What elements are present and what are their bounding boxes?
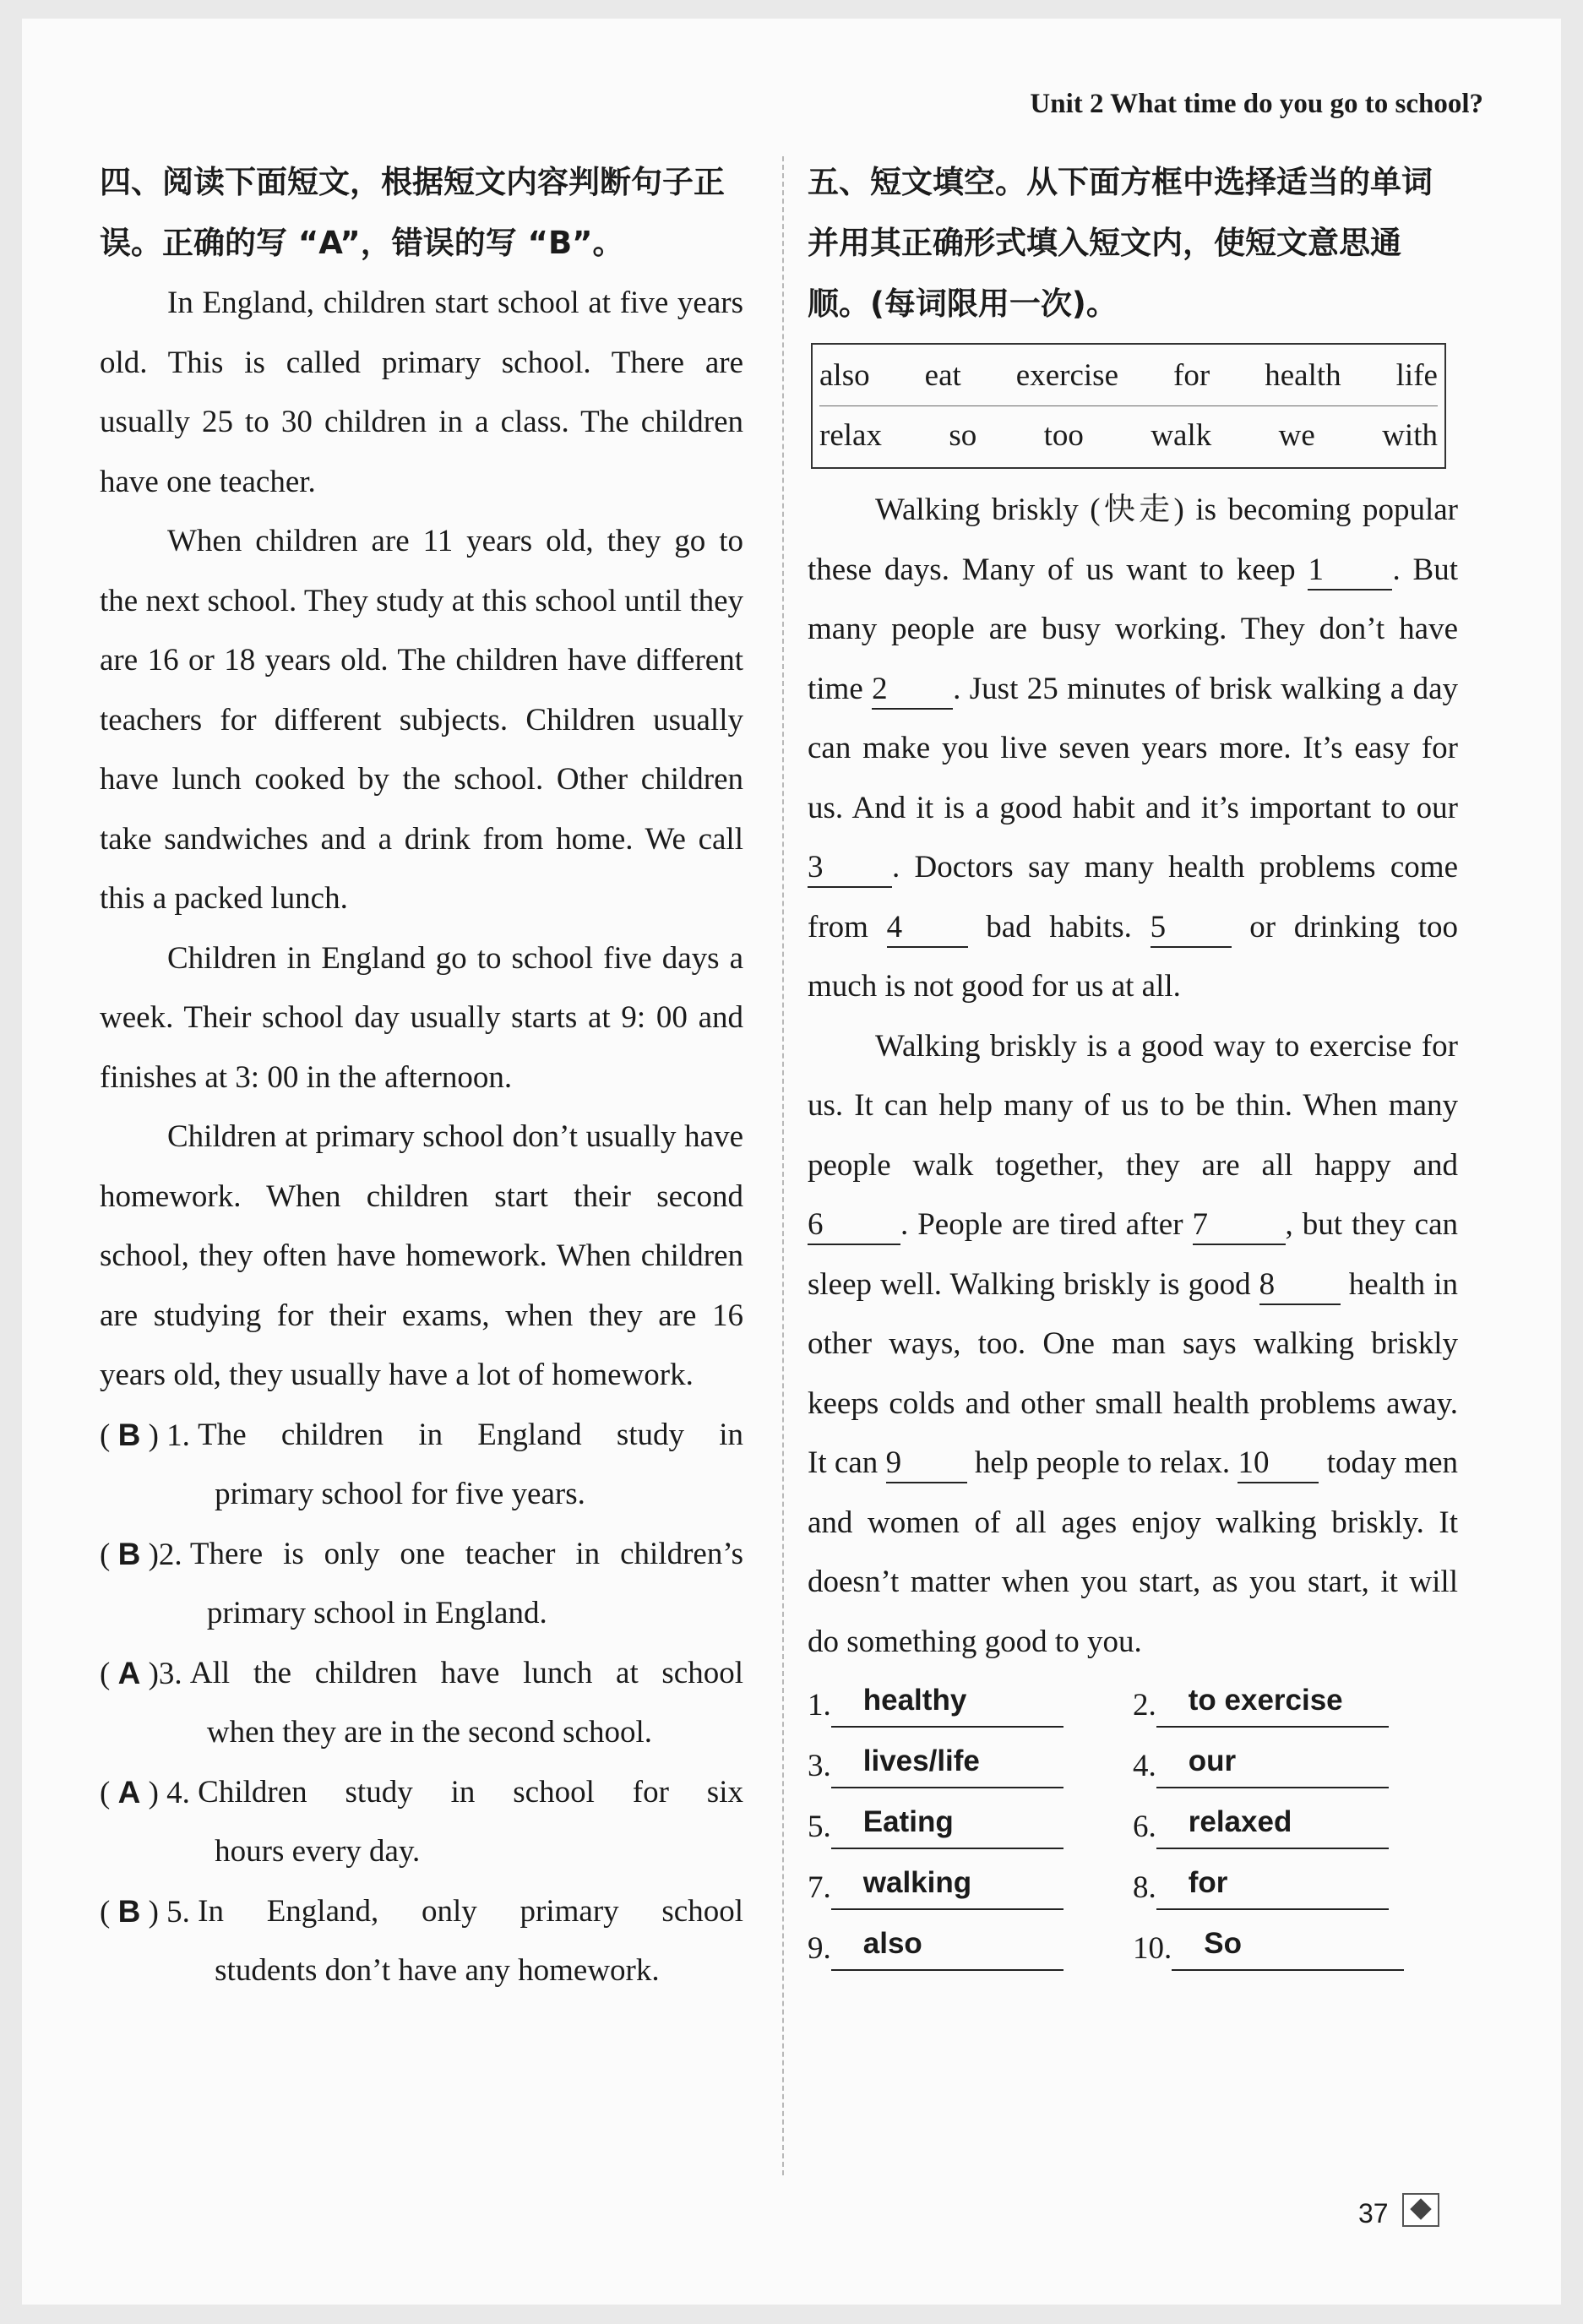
answer-value: relaxed xyxy=(1156,1797,1389,1849)
answer-value: walking xyxy=(831,1858,1063,1910)
blank-4: 4 xyxy=(887,912,968,948)
blank-10: 10 xyxy=(1238,1447,1319,1483)
question-text: The children in England study in xyxy=(198,1417,743,1452)
answer-value: healthy xyxy=(831,1675,1063,1728)
answer-row xyxy=(808,1736,1458,1797)
cloze-paragraph: Walking briskly (快走) is becoming popular these days. Many of us want to keep 1 . But many people are busy working. They don’t have time 2 . Just 25 minutes of brisk walking a day can make you live seven years more. It’s easy for us. And it is a good habit and it’s important to our 3 . Doctors say many health problems come from 4 bad habits. 5 or drinking too much is not good for us at all. xyxy=(808,493,1458,1004)
blank-7: 7 xyxy=(1193,1209,1286,1245)
question-text: All the children have lunch at school xyxy=(189,1655,743,1690)
word-option: exercise xyxy=(1015,358,1118,393)
question-text: In England, only primary school xyxy=(198,1893,743,1929)
question-answer: A xyxy=(117,1774,141,1810)
diamond-icon xyxy=(1402,2193,1439,2227)
question-answer: B xyxy=(117,1536,141,1571)
right-column xyxy=(808,152,1458,1979)
answer-cell: 4. our xyxy=(1133,1736,1458,1797)
question-text-cont: primary school for five years. xyxy=(215,1477,585,1511)
reading-section-title: 四、阅读下面短文，根据短文内容判断句子正误。正确的写 “A”，错误的写 “B”。 xyxy=(100,164,725,261)
page-header: Unit 2 What time do you go to school? xyxy=(1030,89,1483,119)
question-item: ( B ) 1. The children in England study in primary school for five years. xyxy=(100,1406,743,1525)
question-text-cont: primary school in England. xyxy=(206,1596,547,1630)
word-option: health xyxy=(1265,358,1341,393)
question-text-cont: students don’t have any homework. xyxy=(215,1953,660,1988)
word-box xyxy=(811,343,1446,469)
answer-row xyxy=(808,1919,1458,1979)
question-text: There is only one teacher in children’s xyxy=(189,1536,743,1571)
page-number: 37 xyxy=(1358,2198,1389,2229)
answer-row xyxy=(808,1675,1458,1736)
answer-cell: 6. relaxed xyxy=(1133,1797,1458,1858)
answer-value: our xyxy=(1156,1736,1389,1788)
blank-8: 8 xyxy=(1259,1269,1341,1305)
cloze-section-title: 五、短文填空。从下面方框中选择适当的单词并用其正确形式填入短文内，使短文意思通顺。(每词限用一次)。 xyxy=(808,164,1433,322)
question-answer: B xyxy=(117,1893,141,1929)
question-item: ( B ) 5. In England, only primary school students don’t have any homework. xyxy=(100,1882,743,2001)
answer-value: for xyxy=(1156,1858,1389,1910)
blank-9: 9 xyxy=(886,1447,967,1483)
answer-value: lives/life xyxy=(831,1736,1063,1788)
word-option: relax xyxy=(819,418,882,453)
question-item: ( A )3. All the children have lunch at school when they are in the second school. xyxy=(100,1644,743,1763)
word-option: we xyxy=(1278,418,1315,453)
answer-value: Eating xyxy=(831,1797,1063,1849)
blank-2: 2 xyxy=(872,673,953,710)
answer-value: So xyxy=(1172,1919,1404,1971)
word-box-row xyxy=(819,346,1438,405)
answer-cell: 8. for xyxy=(1133,1858,1458,1919)
question-list xyxy=(100,1406,743,2001)
answer-cell: 5. Eating xyxy=(808,1797,1133,1858)
answer-cell: 3. lives/life xyxy=(808,1736,1133,1797)
word-option: for xyxy=(1173,358,1210,393)
answer-cell: 7. walking xyxy=(808,1858,1133,1919)
passage-paragraph: In England, children start school at five years old. This is called primary school. There are usually 25 to 30 children in a class. The children have one teacher. xyxy=(100,286,743,499)
word-option: also xyxy=(819,358,870,393)
question-item: ( B )2. There is only one teacher in children’s primary school in England. xyxy=(100,1525,743,1644)
answer-row xyxy=(808,1858,1458,1919)
blank-3: 3 xyxy=(808,852,892,888)
left-column xyxy=(100,152,743,2001)
word-option: too xyxy=(1043,418,1084,453)
question-text-cont: hours every day. xyxy=(215,1834,421,1869)
answer-cell: 10. So xyxy=(1133,1919,1458,1979)
passage-paragraph: Children in England go to school five days a week. Their school day usually starts at 9: 00 and finishes at 3: 00 in the afternoon. xyxy=(100,940,743,1095)
answer-cell: 1. healthy xyxy=(808,1675,1133,1736)
question-answer: A xyxy=(117,1655,141,1690)
question-answer: B xyxy=(117,1417,141,1452)
word-box-row xyxy=(819,405,1438,465)
word-option: walk xyxy=(1151,418,1212,453)
word-option: with xyxy=(1382,418,1438,453)
word-option: life xyxy=(1395,358,1438,393)
blank-5: 5 xyxy=(1151,912,1232,948)
passage-paragraph: When children are 11 years old, they go to the next school. They study at this school until they are 16 or 18 years old. The children have different teachers for different subjects. Children usually have lunch cooked by the school. Other children take sandwiches and a drink from home. We call this a packed lunch. xyxy=(100,524,743,916)
blank-1: 1 xyxy=(1308,554,1392,591)
question-item: ( A ) 4. Children study in school for six hours every day. xyxy=(100,1763,743,1882)
answer-cell: 2. to exercise xyxy=(1133,1675,1458,1736)
question-text-cont: when they are in the second school. xyxy=(206,1715,652,1750)
cloze-paragraph: Walking briskly is a good way to exercise for us. It can help many of us to be thin. When many people walk together, they are all happy and 6 . People are tired after 7 , but they can sleep well. Walking briskly is good 8 health in other ways, too. One man says walking briskly keeps colds and other small health problems away. It can 9 help people to relax. 10 today men and women of all ages enjoy walking briskly. It doesn’t matter when you start, as you start, it will do something good to you. xyxy=(808,1028,1458,1659)
column-divider xyxy=(782,156,784,2175)
question-text: Children study in school for six xyxy=(198,1774,743,1810)
answer-value: to exercise xyxy=(1156,1675,1389,1728)
word-option: eat xyxy=(924,358,961,393)
answer-grid xyxy=(808,1675,1458,1979)
answer-cell: 9. also xyxy=(808,1919,1133,1979)
word-option: so xyxy=(949,418,977,453)
passage-paragraph: Children at primary school don’t usually have homework. When children start their second school, they often have homework. When children are studying for their exams, when they are 16 years old, they usually have a lot of homework. xyxy=(100,1119,743,1392)
answer-value: also xyxy=(831,1919,1063,1971)
answer-row xyxy=(808,1797,1458,1858)
blank-6: 6 xyxy=(808,1209,900,1245)
